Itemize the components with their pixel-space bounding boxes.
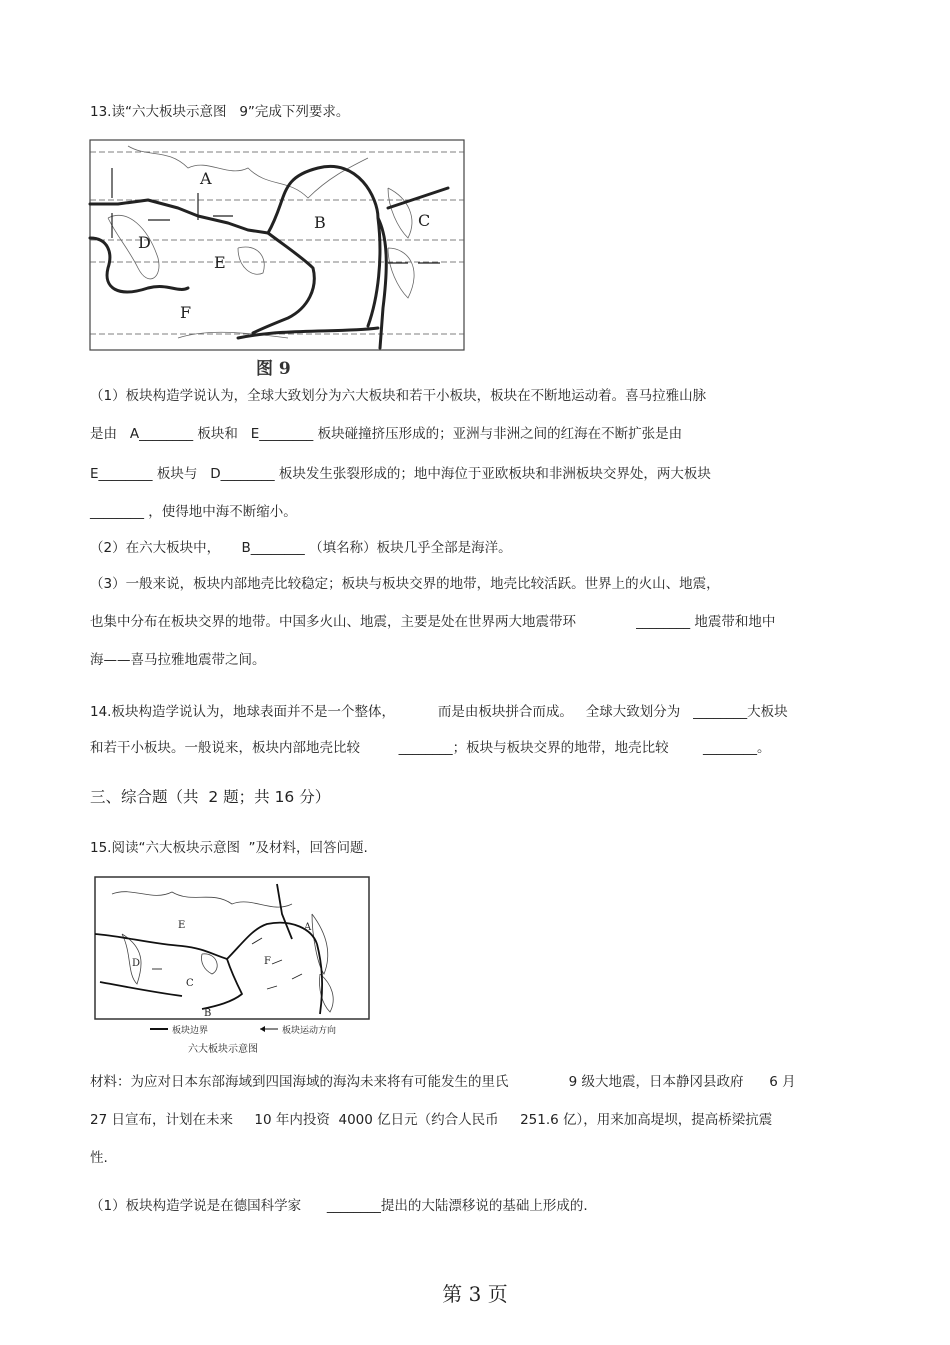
map15-label-c: C <box>186 978 194 989</box>
map15-label-b: B <box>204 1008 212 1019</box>
map15-label-a: A <box>304 922 312 933</box>
fig9-label-a: A <box>200 169 212 188</box>
q13-part1-line3: E________ 板块与 D________ 板块发生张裂形成的；地中海位于亚欧板块和非洲板块交界处，两大板块 <box>90 466 711 482</box>
legend-boundary-label: 板块边界 <box>172 1026 209 1036</box>
q15-material-line3: 性. <box>90 1150 108 1166</box>
q14-line2: 和若干小板块。一般说来，板块内部地壳比较 ________；板块与板块交界的地带，地壳比较 ________。 <box>90 740 771 756</box>
q15-material-line1: 材料：为应对日本东部海域到四国海域的海沟未来将有可能发生的里氏 9 级大地震，日本静冈县政府 6 月 <box>90 1074 796 1090</box>
q13-part3-line3: 海——喜马拉雅地震带之间。 <box>90 652 266 668</box>
fig9-label-b: B <box>314 213 326 232</box>
q13-title: 13.读“六大板块示意图 9”完成下列要求。 <box>90 104 350 120</box>
fig9-label-f: F <box>180 303 192 322</box>
figure-six-plates-map <box>92 874 374 1060</box>
fig9-label-c: C <box>418 211 431 230</box>
q13-part1-line1: （1）板块构造学说认为，全球大致划分为六大板块和若干小板块，板块在不断地运动着。喜马拉雅山脉 <box>90 388 707 404</box>
q13-part1-line4: ________ ，使得地中海不断缩小。 <box>90 504 297 520</box>
map15-label-e: E <box>178 920 186 931</box>
q13-part3-line2: 也集中分布在板块交界的地带。中国多火山、地震，主要是处在世界两大地震带环 ________ 地震带和地中 <box>90 614 776 630</box>
fig9-caption: 图 9 <box>256 359 291 378</box>
section3-title: 三、综合题（共 2 题；共 16 分） <box>90 788 331 806</box>
q13-part3-line1: （3）一般来说，板块内部地壳比较稳定；板块与板块交界的地带，地壳比较活跃。世界上的火山、地震， <box>90 576 720 592</box>
fig9-label-e: E <box>214 253 226 272</box>
fig9-label-d: D <box>138 233 151 252</box>
q15-part1: （1）板块构造学说是在德国科学家 ________提出的大陆漂移说的基础上形成的. <box>90 1198 588 1214</box>
legend-direction-label: 板块运动方向 <box>282 1026 337 1036</box>
q15-title: 15.阅读“六大板块示意图 ”及材料，回答问题. <box>90 840 368 856</box>
q15-material-line2: 27 日宣布，计划在未来 10 年内投资 4000 亿日元（约合人民币 251.6 亿），用来加高堤坝，提高桥梁抗震 <box>90 1112 773 1128</box>
q14-line1: 14.板块构造学说认为，地球表面并不是一个整体， 而是由板块拼合而成。 全球大致划分为 ________大板块 <box>90 704 788 720</box>
q13-part2: （2）在六大板块中， B________ （填名称）板块几乎全部是海洋。 <box>90 540 512 556</box>
map15-caption: 六大板块示意图 <box>188 1044 258 1055</box>
q13-part1-line2: 是由 A________ 板块和 E________ 板块碰撞挤压形成的；亚洲与非洲之间的红海在不断扩张是由 <box>90 426 683 442</box>
page-number: 第 3 页 <box>442 1282 508 1306</box>
map15-label-d: D <box>132 958 141 969</box>
map15-label-f: F <box>264 956 271 967</box>
figure-9-plate-map <box>88 138 466 378</box>
